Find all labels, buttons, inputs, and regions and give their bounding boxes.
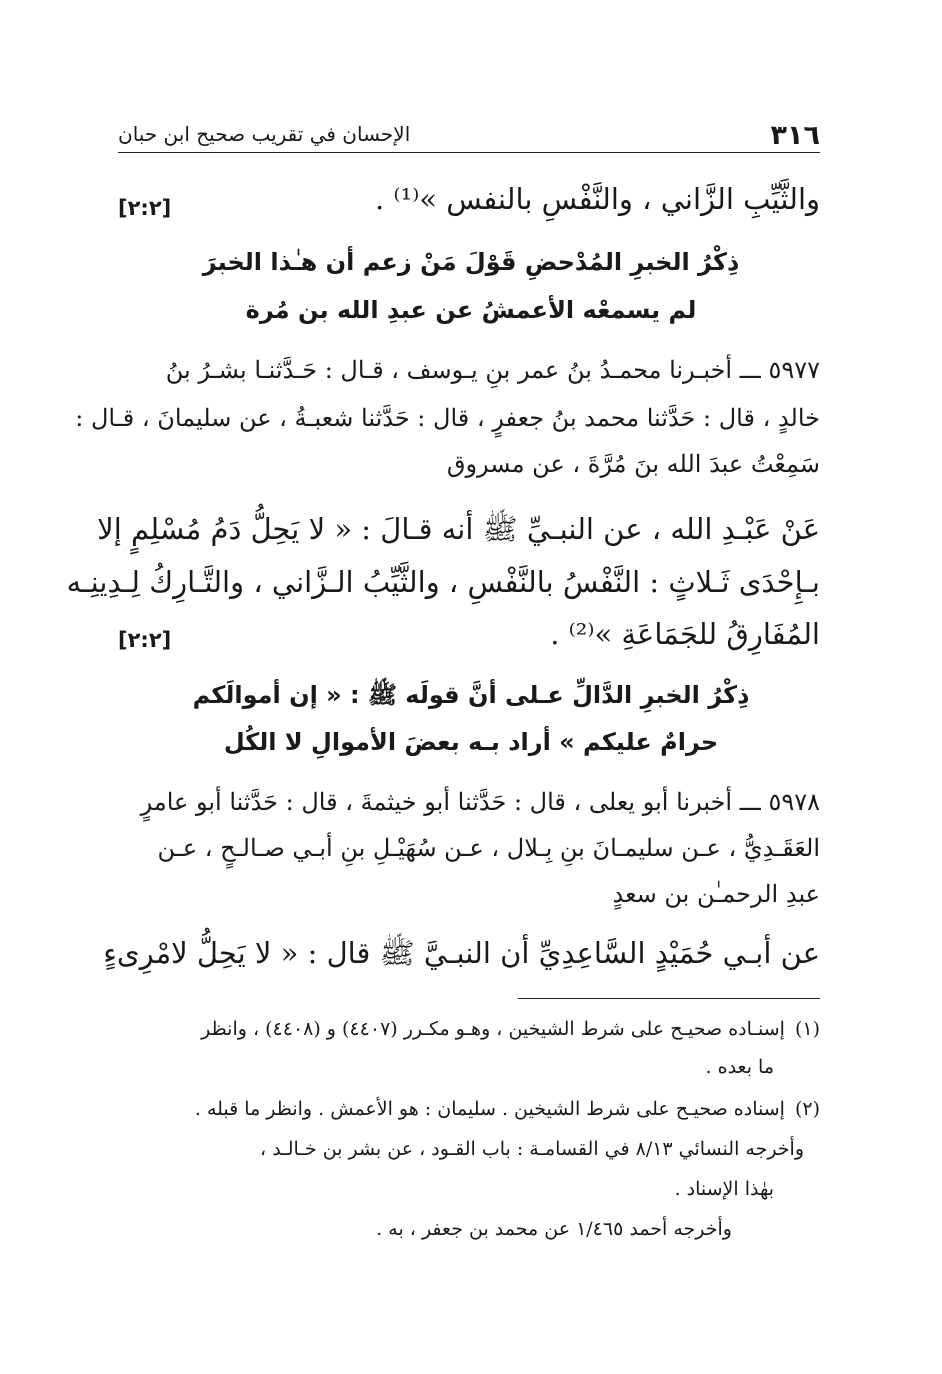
footnote — [120, 1018, 820, 1040]
text-line: والثَّيِّبِ الزَّاني ، والنَّفْسِ بالنفس »⁽¹⁾ . — [374, 182, 820, 216]
isnad-line: العَقَـدِيُّ ، عـن سليمـانَ بنِ بِـلال ، عـن سُهَيْـلِ بنِ أبـي صـالـحٍ ، عـن — [157, 834, 820, 862]
page-header — [118, 112, 820, 153]
isnad-line: سَمِعْتُ عبدَ الله بنَ مُرَّةَ ، عن مسروق — [446, 450, 820, 478]
section-heading: لم يسمعْه الأعمشُ عن عبدِ الله بن مُرة — [245, 296, 697, 324]
footnote-text: وأخرجه النسائي ٨/١٣ في القسامـة : باب القـود ، عن بشر بن خـالـد ، — [260, 1138, 804, 1160]
isnad-line: ٥٩٧٨ ـــ أخبرنا أبو يعلى ، قال : حَدَّثنا أبو خيثمةَ ، قال : حَدَّثنا أبو عامرٍ — [140, 788, 820, 816]
footnote-text: وأخرجه أحمد ١/٤٦٥ عن محمد بن جعفر ، به . — [376, 1218, 732, 1240]
footnote-text: ما بعده . — [705, 1056, 774, 1078]
section-heading: حرامٌ عليكم » أراد بـه بعضَ الأموالِ لا الكُل — [223, 728, 719, 756]
matn-line: بـإِحْدَى ثَـلاثٍ : النَّفْسُ بالنَّفْسِ ، والثَّيِّبُ الـزَّاني ، والتَّـارِكُ لِـدِينِـه — [66, 565, 820, 599]
section-heading: ذِكْرُ الخبرِ المُدْحضِ قَوْلَ مَنْ زعم أن هـٰذا الخبرَ — [202, 248, 740, 276]
reference-marker: [٢:٢] — [118, 628, 172, 652]
footnote-number: (٢) — [794, 1098, 820, 1120]
footnote-text: إسنـاده صحيـح على شرط الشيخين ، وهـو مكـرر (٤٤٠٧) و (٤٤٠٨) ، وانظر — [201, 1018, 785, 1040]
matn-line: عَنْ عَبْـدِ الله ، عن النبـيِّ ﷺ أنه قـالَ : « لا يَحِلُّ دَمُ مُسْلِمٍ إلا — [97, 512, 820, 546]
matn-line: عن أبـي حُمَيْدٍ السَّاعِدِيِّ أن النبـيَّ ﷺ قال : « لا يَحِلُّ لامْرِىءٍ — [103, 936, 820, 970]
footnote-separator — [518, 998, 820, 999]
footnote — [120, 1098, 820, 1120]
footnote-text: بهٰذا الإسناد . — [674, 1178, 774, 1200]
page-number: ٣١٦ — [770, 120, 820, 151]
matn-line: المُفَارِقُ للجَمَاعَةِ »⁽²⁾ . — [550, 617, 820, 651]
footnote-number: (١) — [794, 1018, 820, 1040]
isnad-line: ٥٩٧٧ ـــ أخبـرنا محمـدُ بنُ عمر بنِ يـوسف ، قـال : حَـدَّثنـا بشـرُ بنُ — [165, 356, 820, 384]
reference-marker: [٢:٢] — [118, 196, 172, 220]
isnad-line: عبدِ الرحمـٰن بن سعدٍ — [612, 880, 820, 908]
footnote-text: إسناده صحيـح على شرط الشيخين . سليمان : هو الأعمش . وانظر ما قبله . — [194, 1098, 785, 1120]
isnad-line: خالدٍ ، قال : حَدَّثنا محمد بنُ جعفرٍ ، قال : حَدَّثنا شعبـةُ ، عن سليمانَ ، قـال : — [75, 404, 820, 432]
section-heading: ذِكْرُ الخبرِ الدَّالِّ عـلى أنَّ قولَه ﷺ : « إن أموالَكم — [192, 681, 750, 709]
running-title: الإحسان في تقريب صحيح ابن حبان — [118, 122, 411, 146]
